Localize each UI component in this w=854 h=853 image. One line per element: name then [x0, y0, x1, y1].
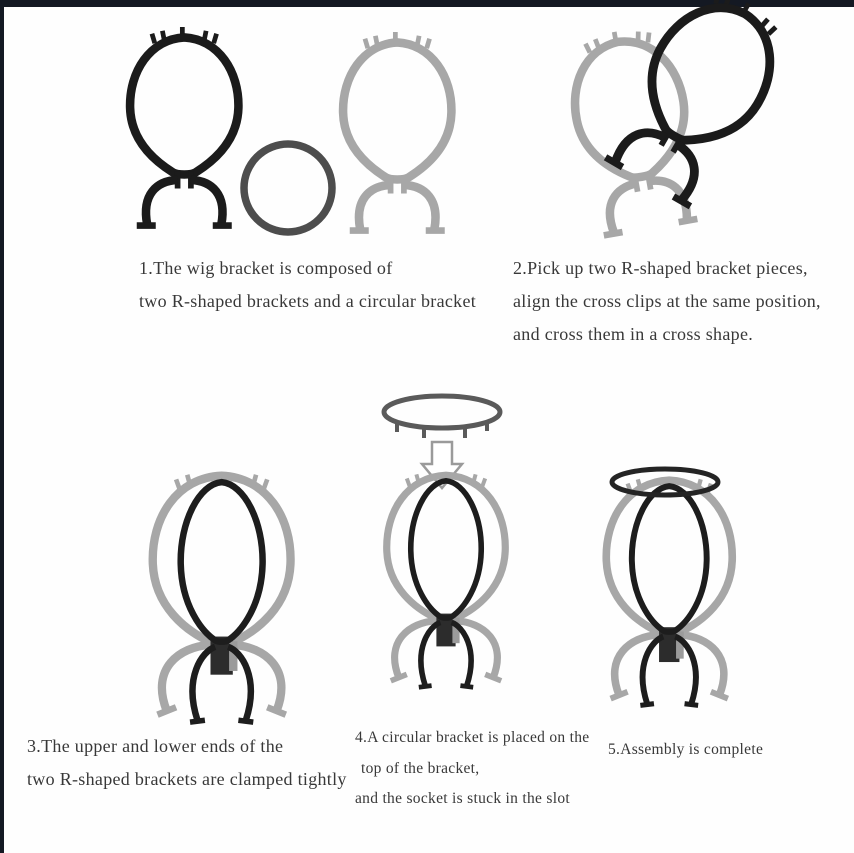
caption-line: two R-shaped brackets and a circular bracket — [139, 291, 477, 311]
step1-parts-illustration — [100, 22, 470, 250]
wig-stand-icon — [153, 475, 291, 722]
caption-line: 1.The wig bracket is composed of — [139, 258, 393, 278]
caption-line: 2.Pick up two R-shaped bracket pieces, — [513, 258, 808, 278]
step4-ring-placement-illustration — [372, 388, 557, 720]
caption-line: and the socket is stuck in the slot — [355, 790, 570, 807]
step4-caption — [355, 723, 589, 815]
caption-line: align the cross clips at the same position, — [513, 291, 821, 311]
step2-crossed-brackets-illustration — [548, 2, 798, 260]
wig-stand-icon — [606, 479, 732, 705]
r-bracket-black-icon — [130, 27, 238, 226]
step2-caption — [513, 252, 821, 351]
caption-line: 4.A circular bracket is placed on the — [355, 729, 590, 746]
circular-bracket-icon — [244, 144, 332, 232]
step5-caption — [608, 733, 763, 766]
left-edge-bar — [0, 0, 4, 853]
r-bracket-gray-icon — [343, 32, 451, 231]
step3-caption — [27, 730, 347, 796]
caption-line: and cross them in a cross shape. — [513, 324, 754, 344]
step1-caption — [139, 252, 476, 318]
caption-line: top of the bracket, — [361, 759, 480, 777]
step3-assembled-stand-illustration — [118, 458, 328, 743]
caption-line: two R-shaped brackets are clamped tightly — [27, 769, 347, 789]
wig-stand-icon — [387, 474, 506, 687]
caption-line: 3.The upper and lower ends of the — [27, 736, 284, 756]
step5-complete-assembly-illustration — [592, 452, 777, 732]
caption-line: 5.Assembly is complete — [608, 741, 764, 758]
circular-bracket-top-icon — [384, 396, 500, 438]
